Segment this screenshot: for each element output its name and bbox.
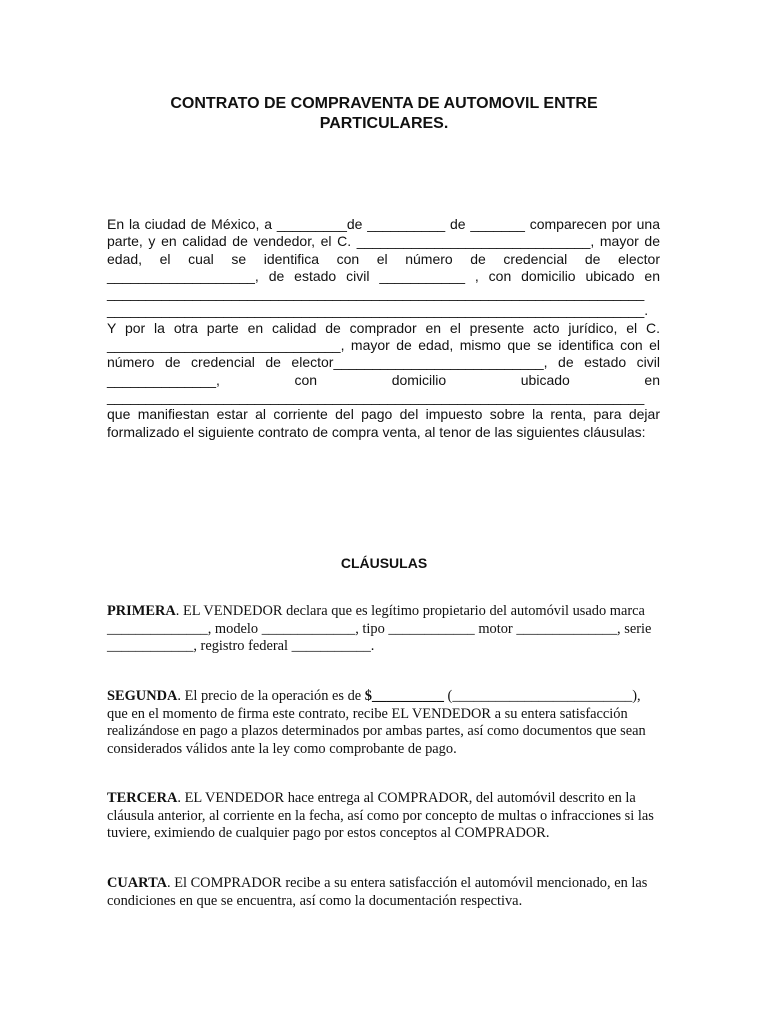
clause-text: . EL VENDEDOR declara que es legítimo propietario del automóvil usado marca ______________, modelo _____________, tipo ____________ motor ______________, serie ____________, registro federal ___________.	[107, 603, 652, 655]
clause-segunda	[107, 688, 662, 758]
clause-tercera	[107, 790, 662, 843]
clause-label: PRIMERA	[107, 603, 176, 619]
clause-primera	[107, 603, 662, 656]
clause-label: SEGUNDA	[107, 688, 178, 704]
clause-cuarta	[107, 875, 662, 910]
clause-text: . EL VENDEDOR hace entrega al COMPRADOR, del automóvil descrito en la cláusula anterior, al corriente en la fecha, así como por concepto de multas o infracciones si las tuviere, eximiendo de cualquier pago por estos conceptos al COMPRADOR.	[107, 790, 654, 842]
document-title: CONTRATO DE COMPRAVENTA DE AUTOMOVIL ENTRE PARTICULARES.	[170, 95, 598, 132]
intro-paragraph-seller: En la ciudad de México, a _________de __________ de _______ comparecen por una parte, y en calidad de vendedor, el C. ______________________________, mayor de edad, el cual se identifica con el número de credencial de elector ___________________, de estado civil ___________ , con domicilio ubicado en _____________________________________________________________________ _____________________________________________________________________.	[107, 216, 660, 319]
intro-section	[107, 216, 660, 441]
clause-label: CUARTA	[107, 875, 167, 891]
intro-paragraph-buyer: Y por la otra parte en calidad de comprador en el presente acto jurídico, el C. ______________________________, mayor de edad, mismo que se identifica con el número de credencial de elector___________________________, de estado civil ______________, con domicilio ubicado en _____________________________________________________________________ que manifiestan estar al corriente del pago del impuesto sobre la renta, para dejar formalizado el siguiente contrato de compra venta, al tenor de las siguientes cláusulas:	[107, 319, 660, 440]
clause-label: TERCERA	[107, 790, 178, 806]
price-amount: $__________	[364, 688, 444, 704]
clausulas-heading: CLÁUSULAS	[340, 555, 428, 571]
clause-text: . El COMPRADOR recibe a su entera satisfacción el automóvil mencionado, en las condiciones en que se encuentra, así como la documentación respectiva.	[107, 875, 648, 909]
clause-text: . El precio de la operación es de	[177, 688, 365, 704]
clause-text: (_________________________), que en el momento de firma este contrato, recibe EL VENDEDOR a su entera satisfacción realizándose en pago a plazos determinados por ambas partes, así como documentos que sean considerados válidos ante la ley como comprobante de pago.	[107, 688, 646, 757]
